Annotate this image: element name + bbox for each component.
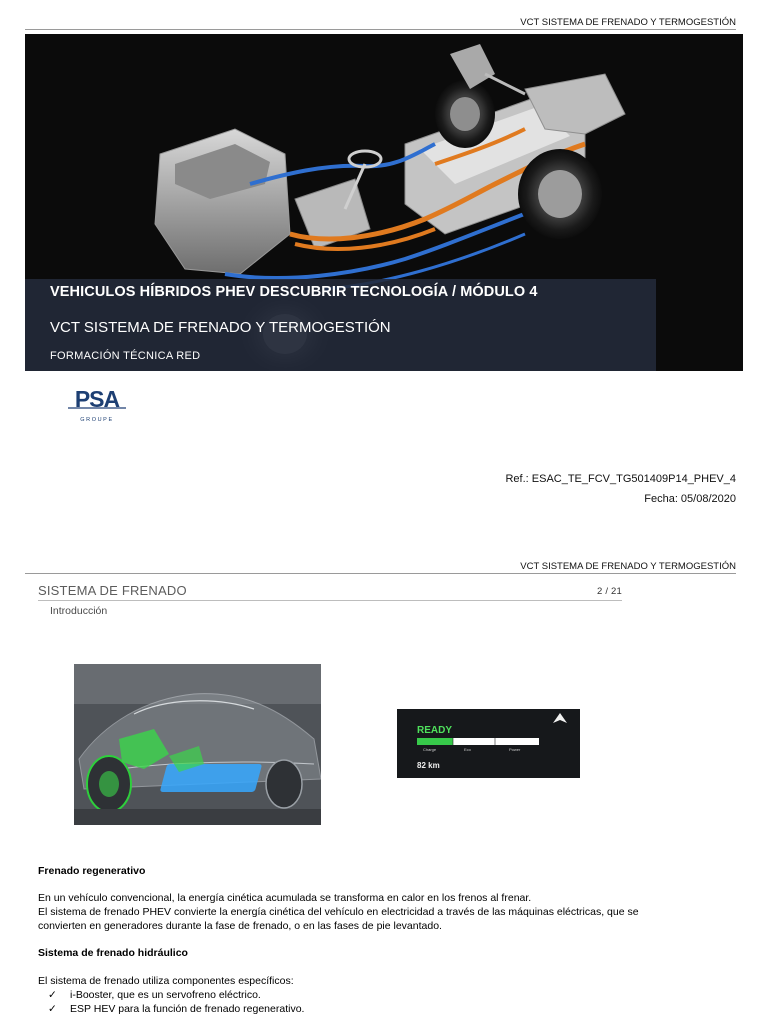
paragraph-line-1: En un vehículo convencional, la energía cinética acumulada se transforma en calor en los frenos al frenar. (38, 892, 532, 904)
heading-hydraulic: Sistema de frenado hidráulico (38, 947, 188, 959)
list-item (48, 1002, 718, 1016)
running-header (25, 17, 736, 30)
cover-title: VEHICULOS HÍBRIDOS PHEV DESCUBRIR TECNOLOGÍA / MÓDULO 4 (50, 284, 538, 300)
paragraph-line-3: convierten en generadores durante la fase de frenado, o en las fases de pie levantado. (38, 920, 442, 932)
ready-indicator: READY (417, 725, 453, 736)
running-header-text-page2: VCT SISTEMA DE FRENADO Y TERMOGESTIÓN (520, 561, 736, 572)
logo-sub: GROUPE (80, 417, 114, 423)
paragraph-hydraulic (38, 974, 718, 1016)
section-title-bar (38, 583, 622, 601)
paragraph-line-2: El sistema de frenado PHEV convierte la energía cinética del vehículo en electricidad a través de las máquinas eléctricas, que se (38, 906, 639, 918)
list-item-text: i-Booster, que es un servofreno eléctrico. (70, 989, 261, 1001)
page-number: 2 / 21 (597, 586, 622, 597)
paragraph-intro: El sistema de frenado utiliza componentes específicos: (38, 975, 294, 987)
component-list (38, 988, 718, 1016)
logo-brand: PSA (74, 386, 120, 412)
reference-date: Fecha: 05/08/2020 (644, 493, 736, 505)
section-subtitle: Introducción (50, 605, 108, 617)
gauge-label-charge: Charge (423, 747, 437, 752)
gauge-label-eco: Eco (464, 747, 471, 752)
check-icon: ✓ (48, 989, 57, 1001)
psa-groupe-logo (66, 385, 128, 430)
list-item-text: ESP HEV para la función de frenado regenerativo. (70, 1003, 305, 1015)
hybrid-car-xray-image (74, 664, 321, 825)
check-icon: ✓ (48, 1003, 57, 1015)
document-reference (505, 469, 736, 509)
running-header-page2 (25, 561, 736, 574)
paragraph-regenerative (38, 891, 718, 933)
list-item (48, 988, 718, 1002)
instrument-cluster-image (397, 709, 580, 778)
gauge-label-power: Power (509, 747, 521, 752)
running-header-text: VCT SISTEMA DE FRENADO Y TERMOGESTIÓN (520, 17, 736, 28)
cover-image (25, 34, 743, 371)
section-title: SISTEMA DE FRENADO (38, 583, 187, 598)
range-readout: 82 km (417, 761, 440, 770)
cover-tagline: FORMACIÓN TÉCNICA RED (50, 350, 201, 362)
heading-regenerative: Frenado regenerativo (38, 865, 146, 877)
reference-code: Ref.: ESAC_TE_FCV_TG501409P14_PHEV_4 (505, 473, 736, 485)
cover-subtitle: VCT SISTEMA DE FRENADO Y TERMOGESTIÓN (50, 319, 391, 336)
